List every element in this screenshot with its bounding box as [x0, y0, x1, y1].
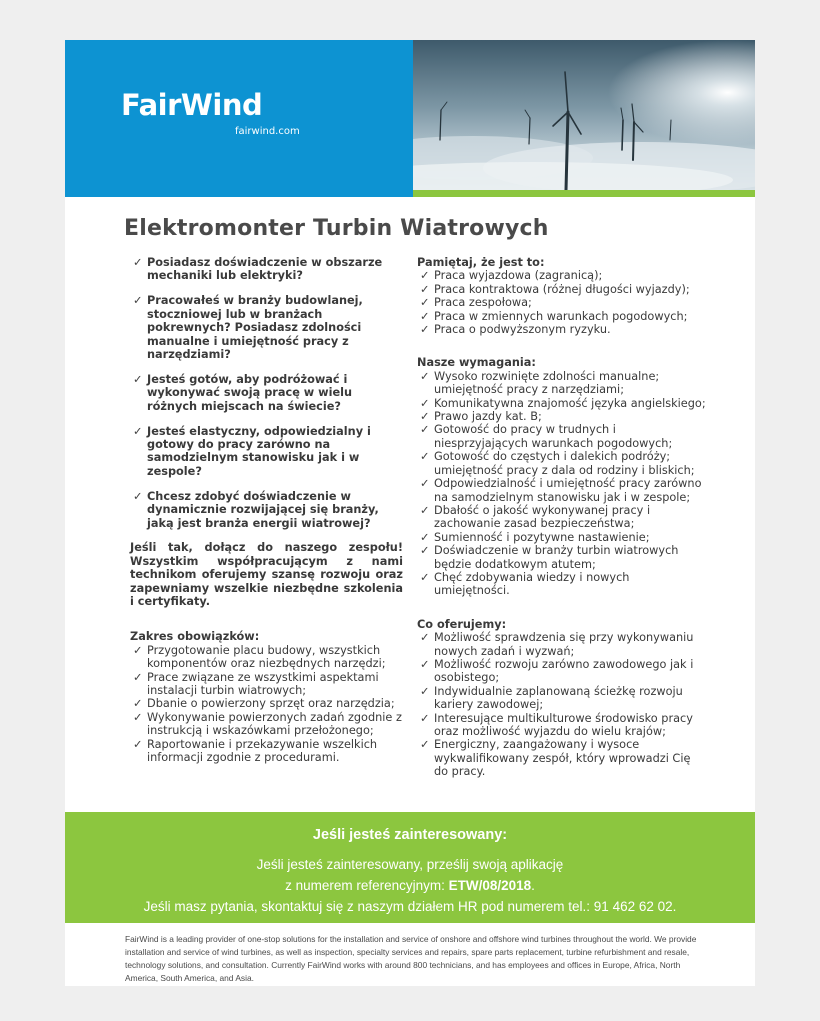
list-item: ✓ Przygotowanie placu budowy, wszystkich komponentów oraz niezbędnych narzędzi; — [133, 643, 386, 671]
remember-list — [417, 269, 707, 336]
invitation-paragraph: Jeśli tak, dołącz do naszego zespołu! Wszystkim współpracującym z nami technikom oferujemy szansę rozwoju oraz zapewniamy wszelkie niezbędne szkolenia i certyfikaty. — [130, 541, 403, 609]
requirements-list — [417, 370, 707, 598]
right-column — [417, 256, 707, 799]
check-icon: ✓ — [420, 396, 430, 410]
list-item: ✓ Gotowość do częstych i dalekich podróży; umiejętność pracy z dala od rodziny i bliskich; — [420, 450, 695, 477]
question-item: ✓ Posiadasz doświadczenie w obszarze mechaniki lub elektryki? — [133, 256, 383, 283]
check-icon: ✓ — [420, 410, 430, 424]
duties-list — [130, 644, 403, 765]
list-item: ✓ Prace związane ze wszystkimi aspektami instalacji turbin wiatrowych; — [133, 670, 379, 698]
brand-panel — [65, 40, 413, 190]
question-list — [130, 256, 403, 530]
list-item: ✓ Wykonywanie powierzonych zadań zgodnie z instrukcją i wskazówkami przełożonego; — [133, 710, 402, 738]
job-posting-page — [65, 40, 755, 986]
check-icon: ✓ — [420, 309, 430, 323]
question-item: ✓ Jesteś elastyczny, odpowiedzialny i gotowy do pracy zarówno na samodzielnym stanowisku jak i w zespole? — [133, 424, 371, 478]
check-icon: ✓ — [420, 450, 430, 464]
list-item: ✓ Dbanie o powierzony sprzęt oraz narzędzia; — [133, 697, 395, 711]
check-icon: ✓ — [420, 738, 430, 752]
list-item: ✓ Komunikatywna znajomość języka angielskiego; — [420, 396, 706, 410]
list-item: ✓ Odpowiedzialność i umiejętność pracy zarówno na samodzielnym stanowisku jak i w zespole; — [420, 477, 702, 504]
offer-list — [417, 631, 707, 778]
company-description: FairWind is a leading provider of one-stop solutions for the installation and service of onshore and offshore wind turbines throughout the world. We provide installation and service of wind turbines, as well as inspection, specialty services and repairs, spare parts replacement, turbine refurbishment and resale, technology solutions, and consultation. Currently FairWind works with around 800 technicians, and has employees and offices in Europe, Africa, North America, South America, and Asia. — [125, 934, 697, 983]
list-item: ✓ Indywidualnie zaplanowaną ścieżkę rozwoju kariery zawodowej; — [420, 684, 683, 712]
check-icon: ✓ — [420, 631, 430, 645]
check-icon: ✓ — [420, 684, 430, 698]
check-icon: ✓ — [420, 657, 430, 671]
contact-band — [65, 812, 755, 923]
requirements-heading: Nasze wymagania: — [417, 356, 536, 370]
website-url: fairwind.com — [235, 126, 300, 137]
list-item: ✓ Gotowość do pracy w trudnych i niesprzyjających warunkach pogodowych; — [420, 423, 673, 450]
check-icon: ✓ — [420, 269, 430, 283]
check-icon: ✓ — [420, 477, 430, 491]
list-item: ✓ Doświadczenie w branży turbin wiatrowych będzie dodatkowym atutem; — [420, 544, 679, 571]
list-item: ✓ Energiczny, zaangażowany i wysoce wykwalifikowany zespół, który wprowadzi Cię do pracy. — [420, 738, 691, 779]
question-item: ✓ Jesteś gotów, aby podróżować i wykonywać swoją pracę w wielu różnych miejscach na świecie? — [133, 372, 353, 413]
duties-heading: Zakres obowiązków: — [130, 630, 260, 644]
list-item: ✓ Wysoko rozwinięte zdolności manualne; umiejętność pracy z narzędziami; — [420, 369, 660, 397]
job-title: Elektromonter Turbin Wiatrowych — [124, 216, 549, 241]
list-item: ✓ Prawo jazdy kat. B; — [420, 410, 542, 424]
left-column — [130, 256, 403, 785]
question-item: ✓ Chcesz zdobyć doświadczenie w dynamicznie rozwijającej się branży, jaką jest branża energii wiatrowej? — [133, 489, 379, 530]
offer-heading: Co oferujemy: — [417, 617, 507, 631]
check-icon: ✓ — [420, 711, 430, 725]
list-item: ✓ Praca w zmiennych warunkach pogodowych; — [420, 309, 688, 323]
check-icon: ✓ — [420, 296, 430, 310]
check-icon: ✓ — [420, 282, 430, 296]
check-icon: ✓ — [133, 256, 143, 269]
fairwind-logo: FairWind — [121, 88, 263, 122]
list-item: ✓ Interesujące multikulturowe środowisko pracy oraz możliwość wyjazdu do wielu krajów; — [420, 711, 693, 738]
contact-line-3: Jeśli masz pytania, skontaktuj się z naszym działem HR pod numerem tel.: 91 462 62 02. — [143, 899, 677, 914]
question-item: ✓ Pracowałeś w branży budowlanej, stoczniowej lub w branżach pokrewnych? Posiadasz zdolności manualne i umiejętność pracy z narzędziami? — [133, 294, 363, 361]
wind-turbine-photo — [413, 40, 755, 190]
check-icon: ✓ — [133, 372, 143, 386]
list-item: ✓ Raportowanie i przekazywanie wszelkich informacji zgodnie z procedurami. — [133, 737, 378, 765]
list-item: ✓ Dbałość o jakość wykonywanej pracy i zachowanie zasad bezpieczeństwa; — [420, 503, 651, 531]
check-icon: ✓ — [133, 697, 143, 711]
check-icon: ✓ — [133, 710, 143, 724]
check-icon: ✓ — [420, 570, 430, 584]
header — [65, 40, 755, 197]
list-item: ✓ Chęć zdobywania wiedzy i nowych umiejętności. — [420, 570, 630, 598]
list-item: ✓ Sumienność i pozytywne nastawienie; — [420, 530, 650, 544]
check-icon: ✓ — [420, 369, 430, 383]
check-icon: ✓ — [420, 544, 430, 558]
check-icon: ✓ — [420, 423, 430, 437]
check-icon: ✓ — [133, 424, 143, 438]
green-strip — [413, 190, 755, 197]
remember-heading: Pamiętaj, że jest to: — [417, 256, 545, 269]
check-icon: ✓ — [420, 503, 430, 517]
check-icon: ✓ — [420, 530, 430, 544]
check-icon: ✓ — [133, 670, 143, 684]
list-item: ✓ Praca kontraktowa (różnej długości wyjazdy); — [420, 282, 690, 296]
check-icon: ✓ — [133, 489, 143, 503]
list-item: ✓ Praca wyjazdowa (zagranicą); — [420, 269, 603, 283]
contact-title: Jeśli jesteś zainteresowany: — [312, 827, 508, 843]
list-item: ✓ Możliwość rozwoju zarówno zawodowego jak i osobistego; — [420, 657, 694, 685]
check-icon: ✓ — [133, 294, 143, 308]
blue-strip — [65, 190, 413, 197]
check-icon: ✓ — [420, 323, 430, 337]
list-item: ✓ Praca zespołowa; — [420, 296, 532, 310]
check-icon: ✓ — [133, 643, 143, 657]
reference-number: ETW/08/2018 — [448, 878, 532, 893]
check-icon: ✓ — [133, 737, 143, 751]
contact-line-1: Jeśli jesteś zainteresowany, prześlij swoją aplikację — [256, 857, 564, 872]
list-item: ✓ Praca o podwyższonym ryzyku. — [420, 323, 611, 337]
contact-line-2: z numerem referencyjnym: ETW/08/2018. — [285, 878, 535, 893]
list-item: ✓ Możliwość sprawdzenia się przy wykonywaniu nowych zadań i wyzwań; — [420, 631, 694, 658]
